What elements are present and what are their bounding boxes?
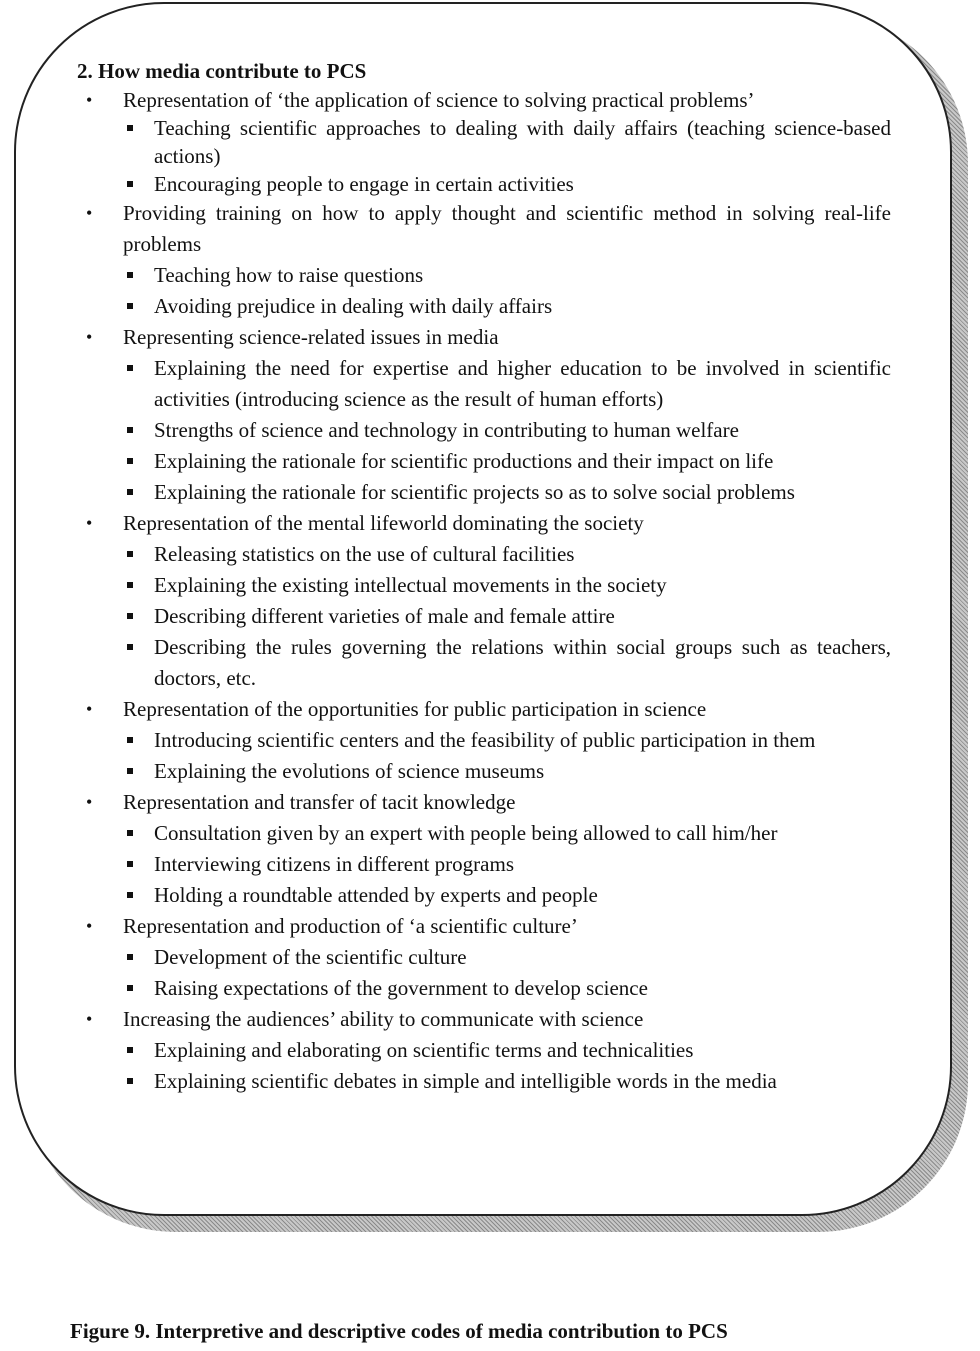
square-bullet-icon: [127, 613, 133, 619]
figure-content: [77, 58, 891, 1097]
square-bullet-icon: [127, 427, 133, 433]
sub-item-text: Releasing statistics on the use of cultural facilities: [154, 542, 575, 566]
square-bullet-icon: [127, 125, 133, 131]
square-bullet-icon: [127, 985, 133, 991]
bullet-icon: •: [86, 916, 93, 936]
sub-item: [123, 570, 891, 601]
sub-item-text: Raising expectations of the government to develop science: [154, 976, 648, 1000]
sub-item-text: Teaching scientific approaches to dealing with daily affairs (teaching science-based actions): [154, 116, 891, 168]
sub-item-text: Encouraging people to engage in certain activities: [154, 172, 574, 196]
sub-item-text: Consultation given by an expert with people being allowed to call him/her: [154, 821, 778, 845]
sub-item-text: Explaining the need for expertise and higher education to be involved in scientific activities (introducing science as the result of human efforts): [154, 356, 891, 411]
square-bullet-icon: [127, 861, 133, 867]
square-bullet-icon: [127, 551, 133, 557]
section-text: Representation and transfer of tacit knowledge: [123, 790, 516, 814]
square-bullet-icon: [127, 489, 133, 495]
section-text: Representation of the mental lifeworld dominating the society: [123, 511, 644, 535]
square-bullet-icon: [127, 737, 133, 743]
sub-item-text: Avoiding prejudice in dealing with daily affairs: [154, 294, 553, 318]
sub-item: [123, 632, 891, 694]
sub-item: [123, 756, 891, 787]
square-bullet-icon: [127, 892, 133, 898]
figure-heading: 2. How media contribute to PCS: [77, 59, 367, 83]
sub-item-text: Interviewing citizens in different programs: [154, 852, 514, 876]
sub-item-text: Development of the scientific culture: [154, 945, 467, 969]
sub-item: [123, 291, 891, 322]
sub-item: [123, 415, 891, 446]
section-text: Increasing the audiences’ ability to communicate with science: [123, 1007, 644, 1031]
bullet-icon: •: [86, 1009, 93, 1029]
square-bullet-icon: [127, 181, 133, 187]
sub-item: [123, 942, 891, 973]
sub-item: [123, 1066, 891, 1097]
sub-item: [123, 260, 891, 291]
section-text: Representation of ‘the application of science to solving practical problems’: [123, 88, 755, 112]
sub-item: [123, 601, 891, 632]
square-bullet-icon: [127, 272, 133, 278]
section-item: [77, 86, 891, 198]
square-bullet-icon: [127, 644, 133, 650]
bullet-icon: •: [86, 203, 93, 223]
sub-item: [123, 725, 891, 756]
sub-item: [123, 880, 891, 911]
sub-item: [123, 973, 891, 1004]
sub-item: [123, 353, 891, 415]
sub-item: [123, 114, 891, 170]
square-bullet-icon: [127, 365, 133, 371]
sub-item: [123, 170, 891, 198]
sub-item: [123, 1035, 891, 1066]
section-text: Representation and production of ‘a scientific culture’: [123, 914, 578, 938]
figure-caption: Figure 9. Interpretive and descriptive codes of media contribution to PCS: [70, 1319, 728, 1343]
bullet-icon: •: [86, 90, 93, 110]
square-bullet-icon: [127, 830, 133, 836]
bullet-icon: •: [86, 513, 93, 533]
sub-item-text: Explaining the evolutions of science museums: [154, 759, 545, 783]
section-item: [77, 508, 891, 694]
square-bullet-icon: [127, 1047, 133, 1053]
sub-item-text: Explaining the existing intellectual movements in the society: [154, 573, 667, 597]
sub-item: [123, 539, 891, 570]
sub-item-text: Describing different varieties of male and female attire: [154, 604, 615, 628]
sub-item-text: Holding a roundtable attended by experts and people: [154, 883, 598, 907]
sub-item: [123, 818, 891, 849]
sub-item-text: Explaining scientific debates in simple and intelligible words in the media: [154, 1069, 777, 1093]
section-text: Providing training on how to apply thought and scientific method in solving real-life problems: [123, 201, 891, 256]
square-bullet-icon: [127, 768, 133, 774]
section-item: [77, 787, 891, 911]
square-bullet-icon: [127, 954, 133, 960]
sub-item-text: Describing the rules governing the relations within social groups such as teachers, doctors, etc.: [154, 635, 891, 690]
section-item: [77, 911, 891, 1004]
square-bullet-icon: [127, 458, 133, 464]
sub-item-text: Introducing scientific centers and the feasibility of public participation in them: [154, 728, 816, 752]
square-bullet-icon: [127, 303, 133, 309]
sub-item: [123, 477, 891, 508]
bullet-icon: •: [86, 699, 93, 719]
section-item: [77, 694, 891, 787]
section-item: [77, 322, 891, 508]
section-list: [77, 86, 891, 1097]
sub-item-text: Explaining and elaborating on scientific terms and technicalities: [154, 1038, 694, 1062]
sub-item: [123, 849, 891, 880]
square-bullet-icon: [127, 1078, 133, 1084]
section-text: Representation of the opportunities for public participation in science: [123, 697, 707, 721]
section-item: [77, 198, 891, 322]
sub-item-text: Strengths of science and technology in contributing to human welfare: [154, 418, 739, 442]
square-bullet-icon: [127, 582, 133, 588]
sub-item-text: Explaining the rationale for scientific projects so as to solve social problems: [154, 480, 795, 504]
sub-item: [123, 446, 891, 477]
sub-item-text: Teaching how to raise questions: [154, 263, 424, 287]
bullet-icon: •: [86, 327, 93, 347]
section-item: [77, 1004, 891, 1097]
sub-item-text: Explaining the rationale for scientific productions and their impact on life: [154, 449, 774, 473]
section-text: Representing science-related issues in media: [123, 325, 499, 349]
bullet-icon: •: [86, 792, 93, 812]
